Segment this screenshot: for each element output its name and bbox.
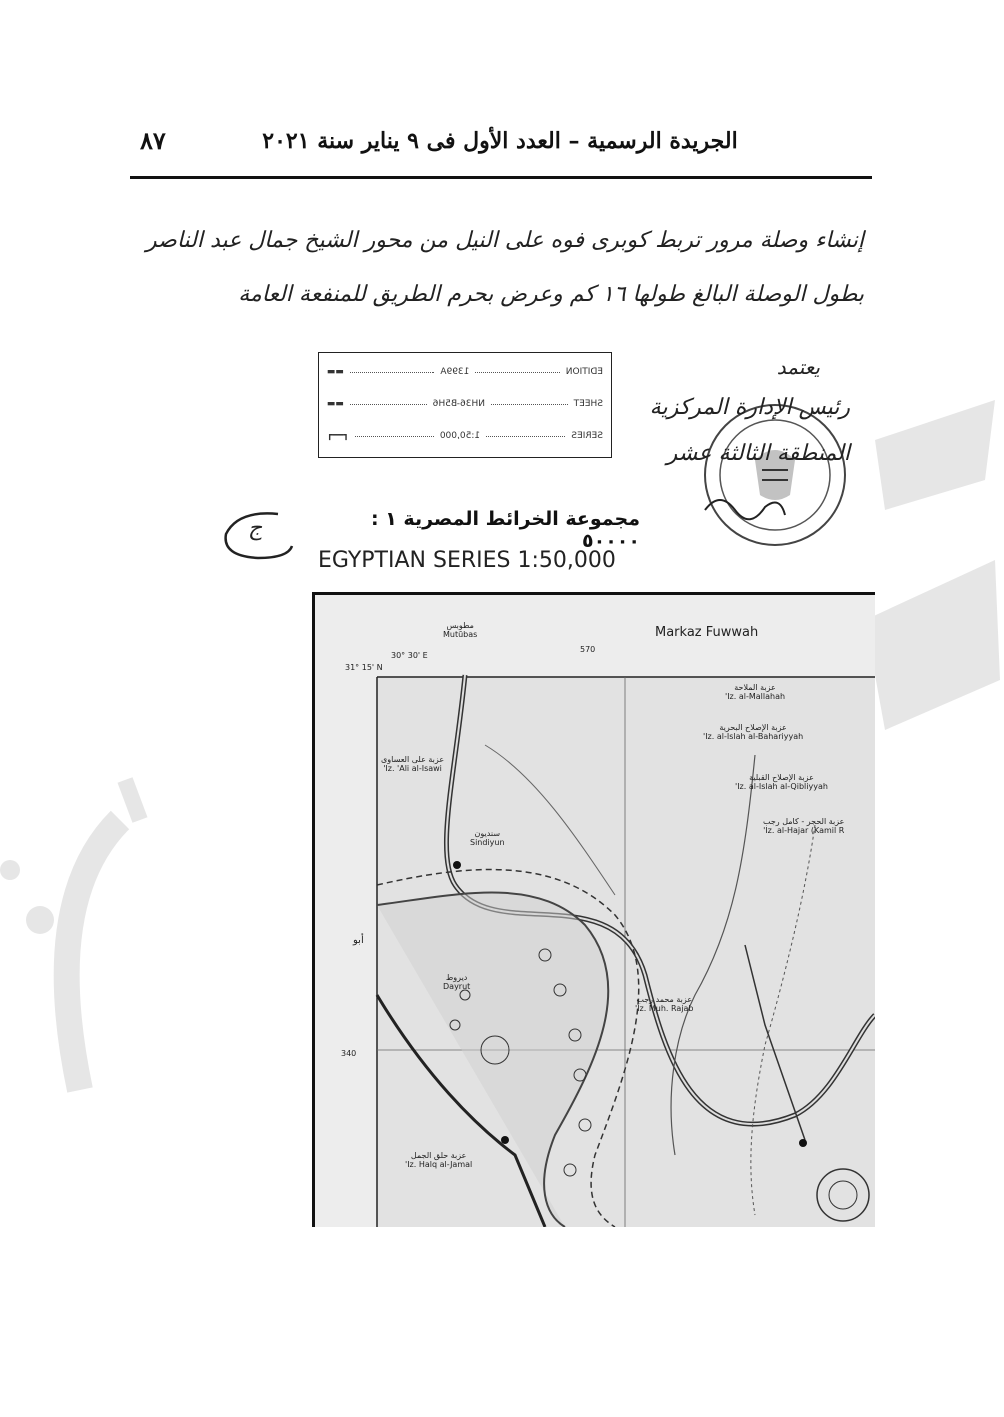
map-place-dayrut: ديروط Dayrut (443, 973, 471, 991)
signature-line-2: رئيس الإدارة المركزية (649, 395, 850, 420)
map-side-label: أبو (353, 935, 364, 946)
page-number: ٨٧ (140, 126, 166, 155)
map-coord-longitude: 30° 30' E (391, 651, 428, 660)
map-frame (312, 592, 875, 1227)
page-header-title: الجريدة الرسمية – العدد الأول فى ٩ يناير سنة ٢٠٢١ (262, 128, 738, 154)
map-place-sindiyun: سنديون Sindiyun (470, 829, 505, 847)
legend-symbol-icon: ▬▬ (327, 399, 345, 409)
map-coord-latitude: 31° 15' N (345, 663, 383, 672)
map-place-mallahah: عزبة الملاحة 'Iz. al-Mallahah (725, 683, 786, 701)
legend-row-series: SERIES 1:50,000 ┏━━┓ (327, 431, 603, 441)
signature-line-3: المنطقة الثالثة عشر (666, 441, 850, 466)
map-title-english: EGYPTIAN SERIES 1:50,000 (318, 548, 616, 573)
map-place-muh-rajab: عزبة محمد رجب 'Iz. Muh. Rajab (635, 995, 694, 1013)
map-place-islah-bahariyyah: عزبة الإصلاح البحرية 'Iz. al-Islah al-Bahariyyah (703, 723, 804, 741)
map-place-hajar: عزبة الحجر - كامل رجب 'Iz. al-Hajar (Kamil R (763, 817, 845, 835)
signature-line-1: يعتمد (776, 355, 820, 379)
header-divider (130, 176, 872, 179)
signature-scribble (700, 485, 790, 525)
map-legend-box (318, 352, 612, 458)
legend-row-sheet: SHEET NH36-B5H6 ▬▬ (327, 399, 603, 409)
watermark-emblem-left (0, 760, 170, 1120)
map-place-halq-al-jamal: عزبة حلق الجمل 'Iz. Halq al-Jamal (405, 1151, 473, 1169)
map-label-mutubas: مطوبس Mutūbas (443, 621, 478, 639)
map-place-islah-qibliyyah: عزبة الإصلاح القبلية 'Iz. al-Islah al-Qibliyyah (735, 773, 828, 791)
handwritten-line-2: بطول الوصلة البالغ طولها ١٦ كم وعرض بحرم الطريق للمنفعة العامة (238, 282, 864, 307)
map-coord-side: 340 (341, 1049, 357, 1058)
legend-row-edition: EDITION 1399A ▬▬ (326, 367, 603, 377)
legend-symbol-icon: ▬▬ (326, 367, 344, 377)
map-label-markaz-fuwwah: Markaz Fuwwah (655, 625, 759, 640)
map-label-grid-number: 570 (580, 645, 596, 654)
map-title-arabic: مجموعة الخرائط المصرية ١ : ٥٠٠٠٠ (370, 508, 640, 552)
map-drawing (315, 595, 875, 1227)
map-place-ali-isawi: عزبة على العساوى 'Iz. 'Ali al-Isawi (381, 755, 445, 773)
annotation-letter: ج (248, 516, 263, 541)
handwritten-line-1: إنشاء وصلة مرور تربط كوبرى فوه على النيل من محور الشيخ جمال عبد الناصر (146, 228, 864, 253)
legend-symbol-icon: ┏━━┓ (327, 431, 349, 441)
signature-block (630, 355, 880, 535)
